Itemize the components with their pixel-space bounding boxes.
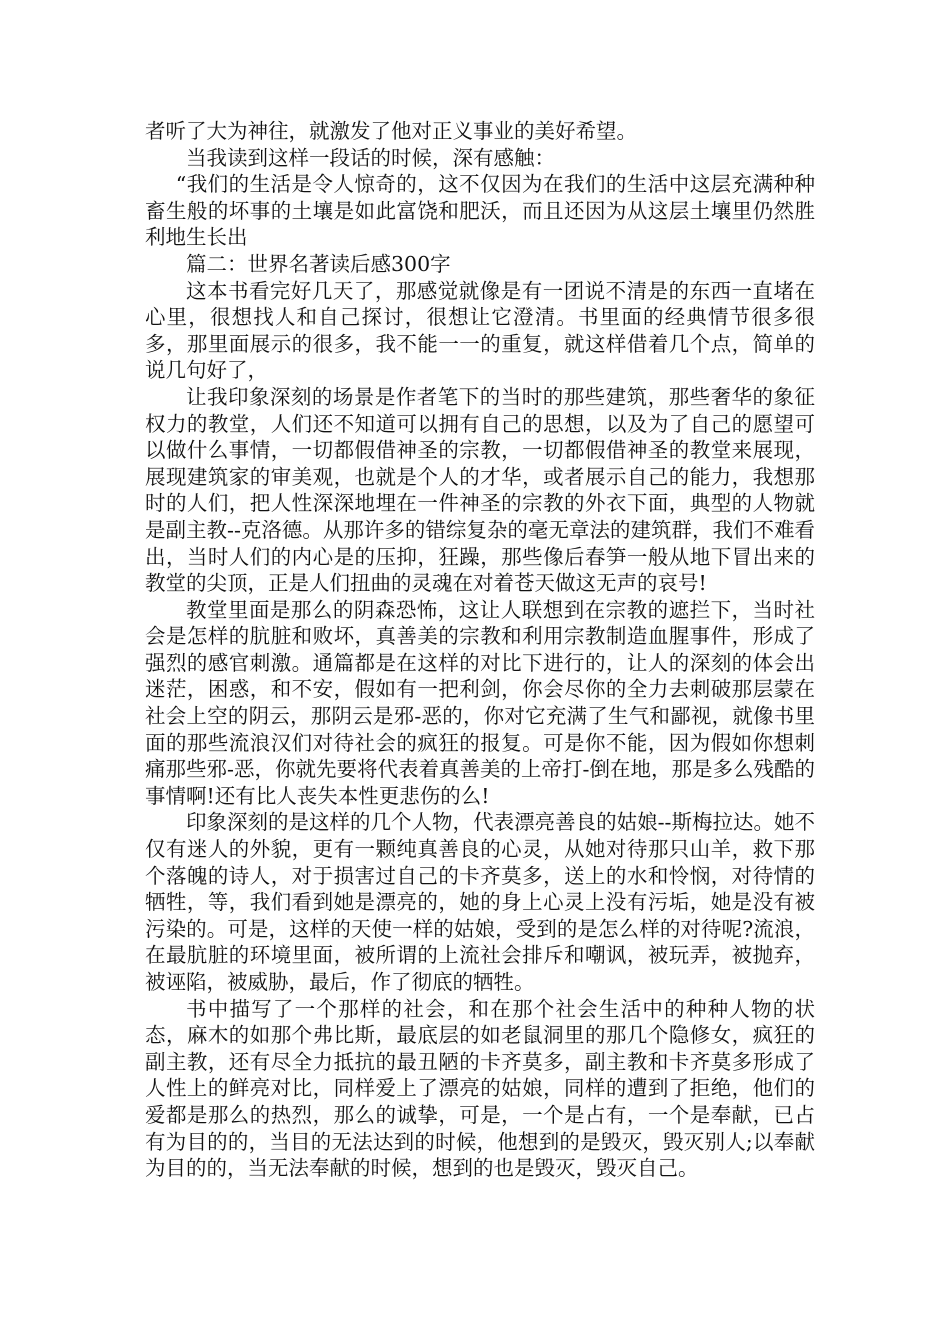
paragraph: 这本书看完好几天了，那感觉就像是有一团说不清是的东西一直堵在心里，很想找人和自己探讨，很想让它澄清。书里面的经典情节很多很多，那里面展示的很多，我不能一一的重复，就这样借着几个点，简单的说几句好了， bbox=[145, 278, 815, 383]
paragraph: 教堂里面是那么的阴森恐怖，这让人联想到在宗教的遮拦下，当时社会是怎样的肮脏和败坏，真善美的宗教和利用宗教制造血腥事件，形成了强烈的感官刺激。通篇都是在这样的对比下进行的，让人的深刻的体会出迷茫，困惑，和不安，假如有一把利剑，你会尽你的全力去刺破那层蒙在社会上空的阴云，那阴云是邪-恶的，你对它充满了生气和鄙视，就像书里面的那些流浪汉们对待社会的疯狂的报复。可是你不能，因为假如你想刺痛那些邪-恶，你就先要将代表着真善美的上帝打-倒在地，那是多么残酷的事情啊!还有比人丧失本性更悲伤的么! bbox=[145, 597, 815, 808]
paragraph: 当我读到这样一段话的时候，深有感触： bbox=[186, 145, 555, 170]
document-body bbox=[145, 118, 815, 1182]
paragraph: 书中描写了一个那样的社会，和在那个社会生活中的种种人物的状态，麻木的如那个弗比斯，最底层的如老鼠洞里的那几个隐修女，疯狂的副主教，还有尽全力抵抗的最丑陋的卡齐莫多，副主教和卡齐莫多形成了人性上的鲜亮对比，同样爱上了漂亮的姑娘，同样的遭到了拒绝，他们的爱都是那么的热烈，那么的诚挚，可是，一个是占有，一个是奉献，已占有为目的的，当目的无法达到的时候，他想到的是毁灭，毁灭别人;以奉献为目的的，当无法奉献的时候，想到的也是毁灭，毁灭自己。 bbox=[145, 996, 815, 1181]
quote-paragraph: “我们的生活是令人惊奇的，这不仅因为在我们的生活中这层充满种种畜生般的坏事的土壤是如此富饶和肥沃，而且还因为从这层土壤里仍然胜利地生长出 bbox=[145, 172, 815, 250]
section-heading: 篇二：世界名著读后感300字 bbox=[186, 251, 451, 276]
paragraph: 让我印象深刻的场景是作者笔下的当时的那些建筑，那些奢华的象征权力的教堂，人们还不知道可以拥有自己的思想，以及为了自己的愿望可以做什么事情，一切都假借神圣的宗教，一切都假借神圣的教堂来展现，展现建筑家的审美观，也就是个人的才华，或者展示自己的能力，我想那时的人们，把人性深深地埋在一件神圣的宗教的外衣下面，典型的人物就是副主教--克洛德。从那许多的错综复杂的毫无章法的建筑群，我们不难看出，当时人们的内心是的压抑，狂躁，那些像后春笋一般从地下冒出来的教堂的尖顶，正是人们扭曲的灵魂在对着苍天做这无声的哀号! bbox=[145, 384, 815, 596]
paragraph: 者听了大为神往，就激发了他对正义事业的美好希望。 bbox=[145, 119, 637, 143]
paragraph: 印象深刻的是这样的几个人物，代表漂亮善良的姑娘--斯梅拉达。她不仅有迷人的外貌，更有一颗纯真善良的心灵，从她对待那只山羊，救下那个落魄的诗人，对于损害过自己的卡齐莫多，送上的水和怜悯，对待情的牺牲，等，我们看到她是漂亮的，她的身上心灵上没有污垢，她是没有被污染的。可是，这样的天使一样的姑娘，受到的是怎么样的对待呢?流浪，在最肮脏的环境里面，被所谓的上流社会排斥和嘲讽，被玩弄，被抛弃，被诬陷，被威胁，最后，作了彻底的牺牲。 bbox=[145, 810, 815, 994]
